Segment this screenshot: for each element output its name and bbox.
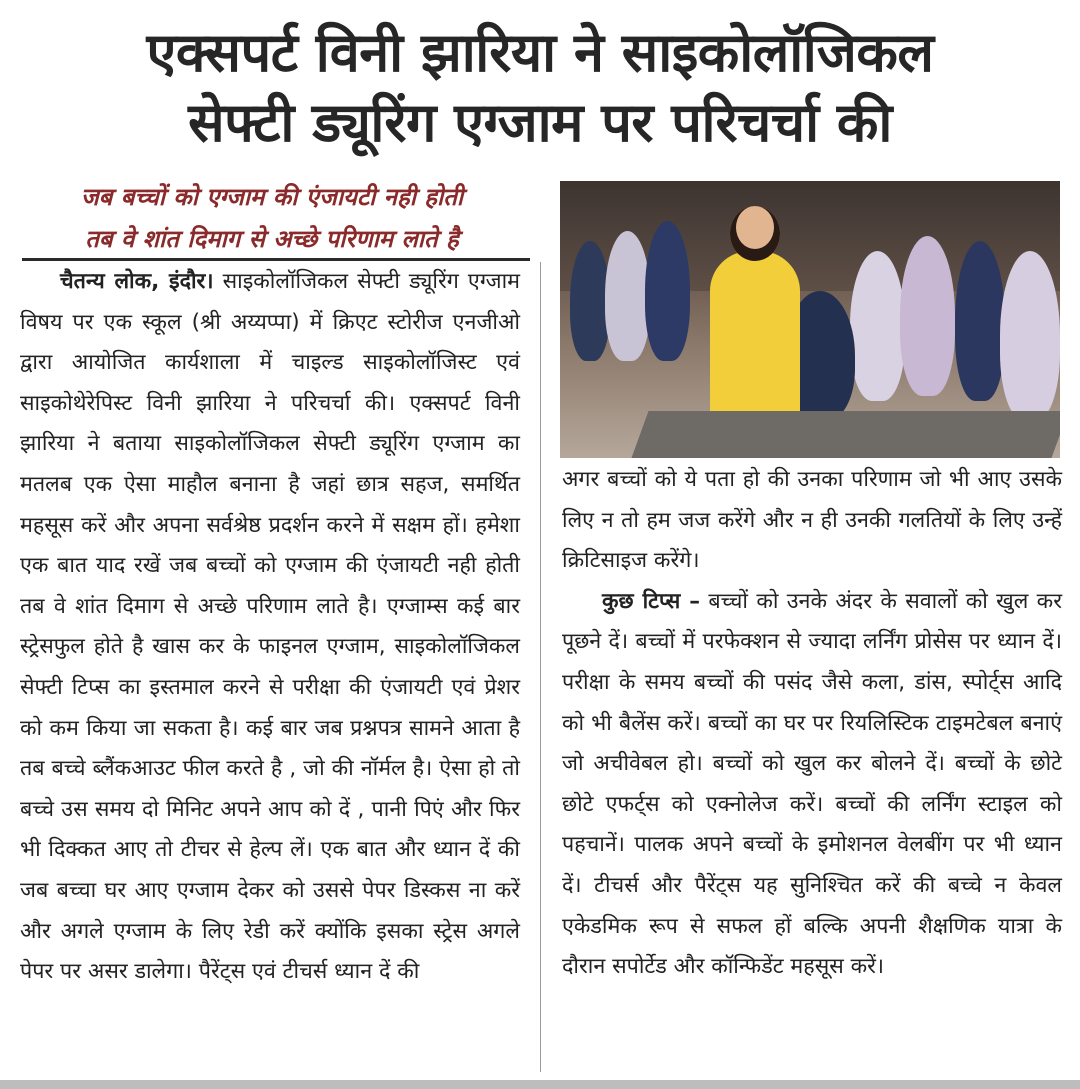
photo-desk — [631, 411, 1060, 458]
article-body-right: अगर बच्चों को ये पता हो की उनका परिणाम जो भी आए उसके लिए न तो हम जज करेंगे और न ही उनकी गलतियों के लिए उन्हें क्रिटिसाइज करेंगे। — [562, 467, 1062, 574]
photo-student — [900, 236, 955, 396]
left-column-text — [20, 262, 520, 993]
workshop-photo — [560, 181, 1060, 458]
article-body-left: साइकोलॉजिकल सेफ्टी ड्यूरिंग एग्जाम विषय पर एक स्कूल (श्री अय्यप्पा) में क्रिएट स्टोरीज एनजीओ द्वारा आयोजित कार्यशाला में चाइल्ड साइकोलॉजिस्ट एवं साइकोथेरेपिस्ट विनी झारिया ने परिचर्चा की। एक्सपर्ट विनी झारिया ने बताया साइकोलॉजिकल सेफ्टी ड्यूरिंग एग्जाम का मतलब एक ऐसा माहौल बनाना है जहां छात्र सहज, समर्थित महसूस करें और अपना सर्वश्रेष्ठ प्रदर्शन करने में सक्षम हों। हमेशा एक बात याद रखें जब बच्चों को एग्जाम की एंजायटी नही होती तब वे शांत दिमाग से अच्छे परिणाम लाते है। एग्जाम्स कई बार स्ट्रेसफुल होते है खास कर के फाइनल एग्जाम, साइकोलॉजिकल सेफ्टी टिप्स का इस्तमाल करने से परीक्षा की एंजायटी एवं प्रेशर को कम किया जा सकता है। कई बार जब प्रश्नपत्र सामने आता है तब बच्चे ब्लैंकआउट फील करते है , जो की नॉर्मल है। ऐसा हो तो बच्चे उस समय दो मिनिट अपने आप को दें , पानी पिएं और फिर भी दिक्कत आए तो टीचर से हेल्प लें। एक बात और ध्यान दें की जब बच्चा घर आए एग्जाम देकर को उससे पेपर डिस्कस ना करें और अगले एग्जाम के लिए रेडी करें क्योंकि इसका स्ट्रेस अगले पेपर पर असर डालेगा। पैरेंट्स एवं टीचर्स ध्यान दें की — [20, 269, 520, 985]
tips-label: कुछ टिप्स – — [602, 588, 701, 614]
photo-student — [645, 221, 690, 361]
page-bottom-border — [0, 1080, 1080, 1089]
headline-line-1: एक्सपर्ट विनी झारिया ने साइकोलॉजिकल — [146, 21, 934, 84]
subhead-rule — [22, 258, 530, 261]
photo-student — [850, 251, 905, 401]
tips-paragraph — [562, 582, 1062, 988]
column-divider — [540, 262, 541, 1072]
tips-body: बच्चों को उनके अंदर के सवालों को खुल कर पूछने दें। बच्चों में परफेक्शन से ज्यादा लर्निंग प्रोसेस पर ध्यान दें। परीक्षा के समय बच्चों की पसंद जैसे कला, डांस, स्पोर्ट्स आदि को भी बैलेंस करें। बच्चों का घर पर रियलिस्टिक टाइमटेबल बनाएं जो अचीवेबल हो। बच्चों को खुल कर बोलने दें। बच्चों के छोटे छोटे एफर्ट्स को एक्नोलेज करें। बच्चों की लर्निंग स्टाइल को पहचानें। पालक अपने बच्चों के इमोशनल वेलबींग पर भी ध्यान दें। टीचर्स और पैरेंट्स यह सुनिश्चित करें की बच्चे न केवल एकेडमिक रूप से सफल हों बल्कि अपनी शैक्षणिक यात्रा के दौरान सपोर्टेड और कॉन्फिडेंट महसूस करें। — [562, 588, 1062, 980]
dateline: चैतन्य लोक, इंदौर। — [60, 269, 214, 294]
photo-student — [570, 241, 610, 361]
photo-student — [955, 241, 1005, 401]
photo-student — [1000, 251, 1060, 421]
subheadline-line-1: जब बच्चों को एग्जाम की एंजायटी नही होती — [80, 183, 464, 211]
subheadline — [22, 176, 522, 260]
headline-line-2: सेफ्टी ड्यूरिंग एग्जाम पर परिचर्चा की — [188, 91, 892, 154]
right-column — [562, 460, 1062, 988]
photo-speaker-head — [730, 206, 780, 261]
headline — [0, 18, 1080, 158]
left-column — [20, 262, 520, 993]
photo-student — [605, 231, 650, 361]
subheadline-line-2: तब वे शांत दिमाग से अच्छे परिणाम लाते है — [85, 225, 459, 253]
